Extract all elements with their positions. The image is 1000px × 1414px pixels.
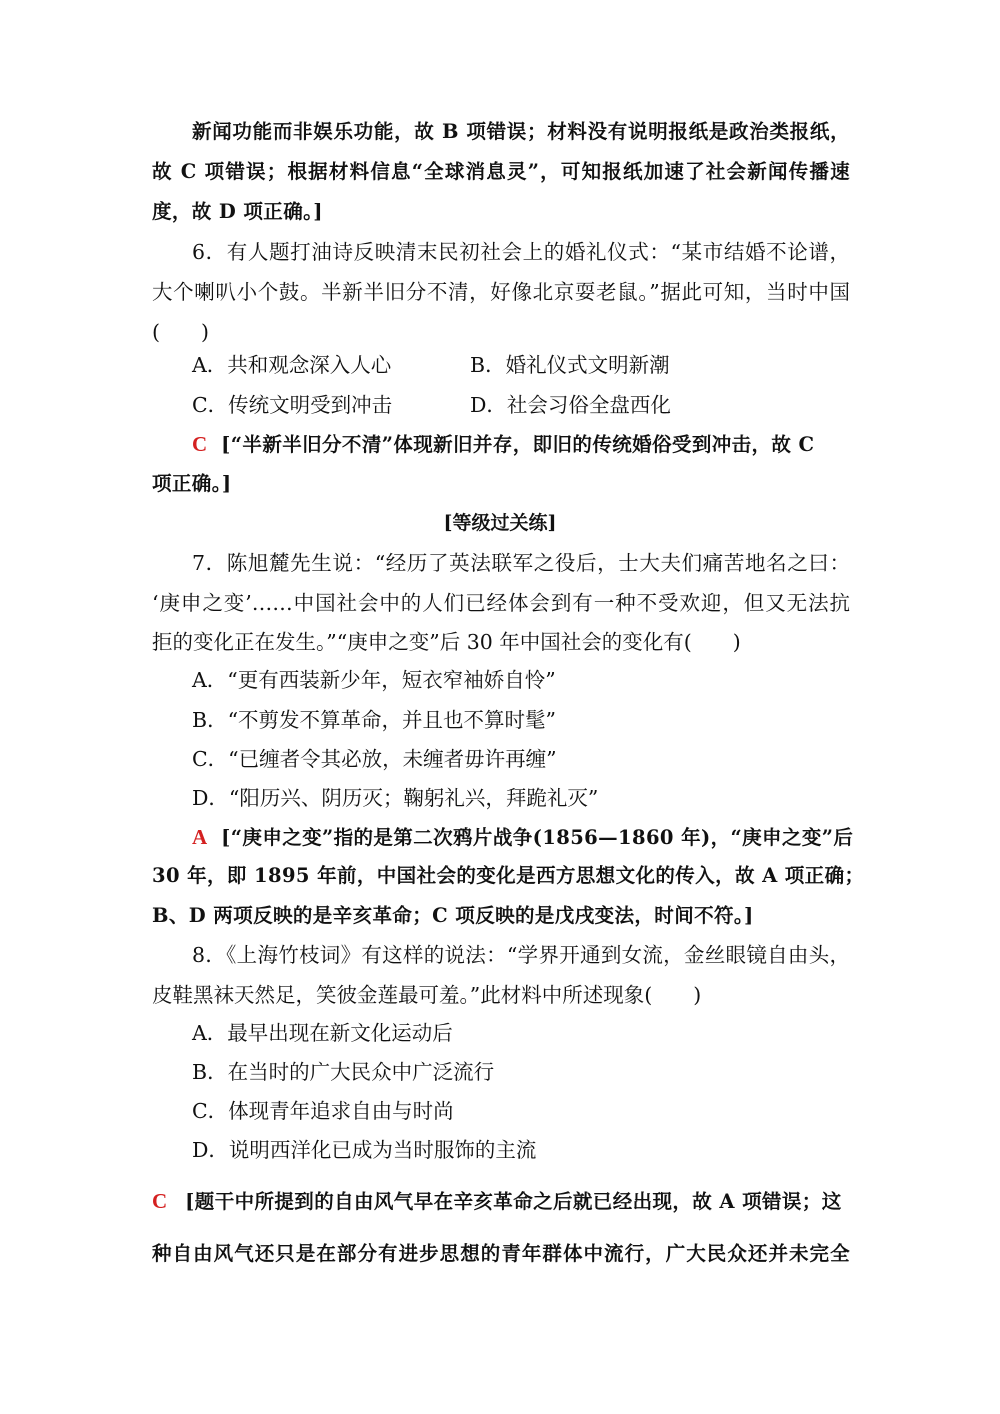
- q7-option-b: B．“不剪发不算革命，并且也不算时髦”: [192, 708, 557, 732]
- q7-explanation-line-2: 30 年，即 1895 年前，中国社会的变化是西方思想文化的传入，故 A 项正确；: [152, 864, 865, 887]
- q8-stem-line-2: 皮鞋黑袜天然足，笑彼金莲最可羞。”此材料中所述现象( ): [152, 983, 702, 1007]
- q8-explanation-text: [题干中所提到的自由风气早在辛亥革命之后就已经出现，故 A 项错误；这: [185, 1190, 842, 1213]
- q8-answer-letter: C: [152, 1189, 168, 1213]
- q8-stem-line-1: 8．《上海竹枝词》有这样的说法：“学界开通到女流，金丝眼镜自由头，: [192, 943, 850, 967]
- q6-option-c: C．传统文明受到冲击: [192, 393, 393, 417]
- q8-option-d: D．说明西洋化已成为当时服饰的主流: [192, 1138, 537, 1162]
- q7-explanation-text: [“庚申之变”指的是第二次鸦片战争(1856—1860 年)，“庚申之变”后: [221, 826, 854, 849]
- q8-option-a: A．最早出现在新文化运动后: [192, 1021, 453, 1045]
- q7-stem-line-1: 7．陈旭麓先生说：“经历了英法联军之役后，士大夫们痛苦地名之曰：: [192, 551, 850, 575]
- q8-option-c: C．体现青年追求自由与时尚: [192, 1099, 454, 1123]
- prev-explanation-line-2: 故 C 项错误；根据材料信息“全球消息灵”，可知报纸加速了社会新闻传播速: [152, 160, 850, 183]
- q6-option-a: A．共和观念深入人心: [192, 353, 392, 377]
- q6-stem-line-1: 6．有人题打油诗反映清末民初社会上的婚礼仪式：“某市结婚不论谱，: [192, 240, 850, 264]
- q6-answer-letter: C: [192, 432, 208, 456]
- q6-answer-blank: ( ): [152, 320, 209, 344]
- q7-option-d: D．“阳历兴、阴历灭；鞠躬礼兴，拜跪礼灭”: [192, 786, 599, 810]
- q8-option-b: B．在当时的广大民众中广泛流行: [192, 1060, 495, 1084]
- q7-option-a: A．“更有西装新少年，短衣窄袖娇自怜”: [192, 668, 556, 692]
- q6-option-d: D．社会习俗全盘西化: [470, 393, 671, 417]
- q8-explanation-line-1: [152, 1191, 850, 1212]
- q7-option-c: C．“已缠者令其必放，未缠者毋许再缠”: [192, 747, 557, 771]
- q6-option-b: B．婚礼仪式文明新潮: [470, 353, 670, 377]
- q7-stem-line-2: ‘庚申之变’……中国社会中的人们已经体会到有一种不受欢迎，但又无法抗: [152, 591, 850, 615]
- q7-explanation-line-3: B、D 两项反映的是辛亥革命；C 项反映的是戊戌变法，时间不符。]: [152, 904, 754, 927]
- q7-answer-letter: A: [192, 825, 208, 849]
- q6-explanation-line-2: 项正确。]: [152, 472, 232, 495]
- q6-explanation-text: [“半新半旧分不清”体现新旧并存，即旧的传统婚俗受到冲击，故 C: [221, 433, 815, 456]
- prev-explanation-line-3: 度，故 D 项正确。]: [152, 200, 323, 223]
- q8-explanation-line-2: 种自由风气还只是在部分有进步思想的青年群体中流行，广大民众还并未完全: [152, 1242, 850, 1265]
- prev-explanation-line-1: 新闻功能而非娱乐功能，故 B 项错误；材料没有说明报纸是政治类报纸，: [192, 120, 850, 143]
- q7-stem-line-3: 拒的变化正在发生。”“庚申之变”后 30 年中国社会的变化有( ): [152, 630, 741, 654]
- q7-explanation-line-1: [192, 825, 854, 849]
- section-title: [等级过关练]: [443, 512, 557, 534]
- q6-stem-line-2: 大个喇叭小个鼓。半新半旧分不清，好像北京耍老鼠。”据此可知，当时中国: [152, 280, 850, 304]
- q6-explanation-line-1: [192, 434, 850, 455]
